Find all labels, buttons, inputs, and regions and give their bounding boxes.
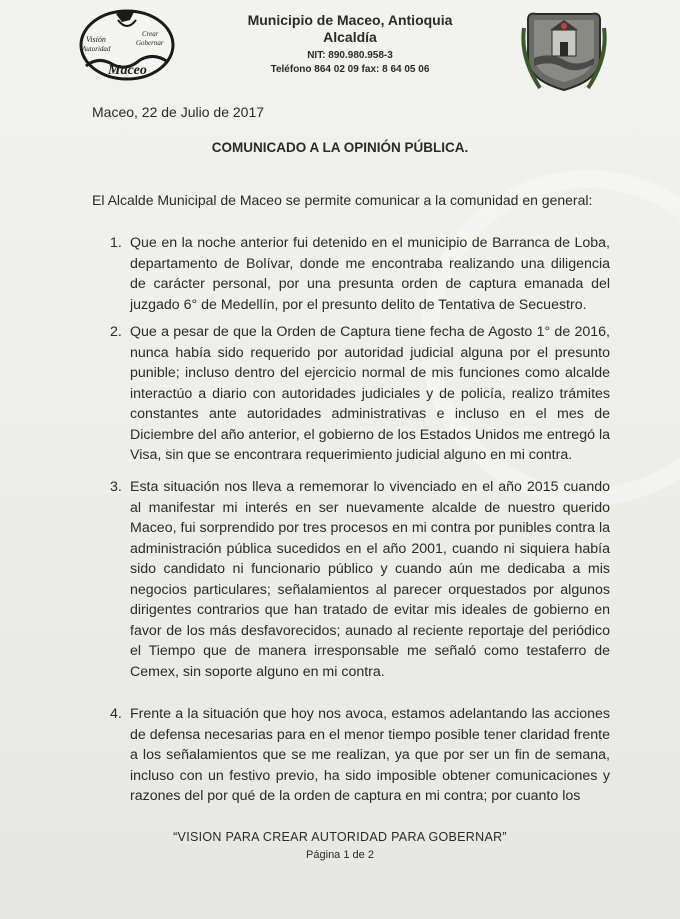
municipality-name: Municipio de Maceo, Antioquia (247, 12, 453, 28)
office-name: Alcaldía (323, 29, 377, 45)
list-item-4 (92, 704, 610, 807)
list-item-1 (92, 233, 610, 315)
nit-number: NIT: 890.980.958-3 (307, 50, 393, 61)
footer-motto: “VISION PARA CREAR AUTORIDAD PARA GOBERNAR” (173, 830, 507, 844)
logo-script-maceo: Maceo (108, 63, 147, 78)
list-item-3 (92, 477, 610, 682)
item-number: 2. (110, 324, 122, 340)
list-item-2 (92, 322, 610, 466)
page-number: Página 1 de 2 (306, 849, 374, 861)
item-number: 1. (110, 235, 122, 251)
item-number: 4. (110, 706, 122, 722)
logo-word-vision: Visión (86, 35, 106, 44)
letter-subject: COMUNICADO A LA OPINIÓN PÚBLICA. (211, 140, 469, 155)
coat-of-arms-icon (520, 8, 608, 96)
contact-phone: Teléfono 864 02 09 fax: 8 64 05 06 (270, 64, 430, 75)
item-text: Que en la noche anterior fui detenido en el municipio de Barranca de Loba, departamento de Bolívar, donde me encontraba realizando una diligencia de carácter personal, por una presunta orden de captura emanada del juzgado 6° de Medellín, por el presunto delito de Tentativa de Secuestro. (130, 235, 610, 313)
item-number: 3. (110, 479, 122, 495)
logo-word-autoridad: Autoridad (82, 45, 111, 53)
intro-paragraph: El Alcalde Municipal de Maceo se permite comunicar a la comunidad en general: (92, 192, 593, 208)
maceo-logo (78, 8, 176, 82)
item-text: Esta situación nos lleva a rememorar lo vivenciado en el año 2015 cuando al manifestar mi interés en ser nuevamente alcalde de nuestro querido Maceo, fui sorprendido por tres procesos en mi contra por punibles contra la administración pública sucedidos en el año 2001, cuando ni siquiera había sido candidato ni funcionario público y cuando aún me dedicaba a mis negocios particulares; señalamientos al parecer orquestados por algunos dirigentes contrarios que han tratado de evitar mis ideales de gobierno en favor de los más desfavorecidos; aunado al reciente reportaje del periódico el Tiempo que de manera irresponsable me señaló como testaferro de Cemex, sin soporte alguno en mi contra. (130, 479, 610, 680)
item-text: Frente a la situación que hoy nos avoca, estamos adelantando las acciones de defensa necesarias para en el menor tiempo posible tener claridad frente a los señalamientos que se me realizan, ya que por ser un fin de semana, incluso con un festivo previo, ha sido imposible obtener comunicaciones y razones del por qué de la orden de captura en mi contra; por cuanto los (130, 706, 610, 804)
letter-date: Maceo, 22 de Julio de 2017 (92, 104, 265, 120)
logo-word-crear: Crear (142, 30, 159, 38)
letterhead (200, 12, 500, 76)
logo-word-gobernar: Gobernar (136, 39, 164, 47)
item-text: Que a pesar de que la Orden de Captura tiene fecha de Agosto 1° de 2016, nunca había sido requerido por autoridad judicial alguna por el presunto punible; incluso dentro del ejercicio normal de mis funciones como alcalde interactúo a diario con autoridades judiciales y de policía, realizo trámites constantes ante autoridades administrativas e incluso en el mes de Diciembre del año anterior, el gobierno de los Estados Unidos me entregó la Visa, sin que se encontrara requerimiento judicial alguno en mi contra. (130, 324, 610, 463)
